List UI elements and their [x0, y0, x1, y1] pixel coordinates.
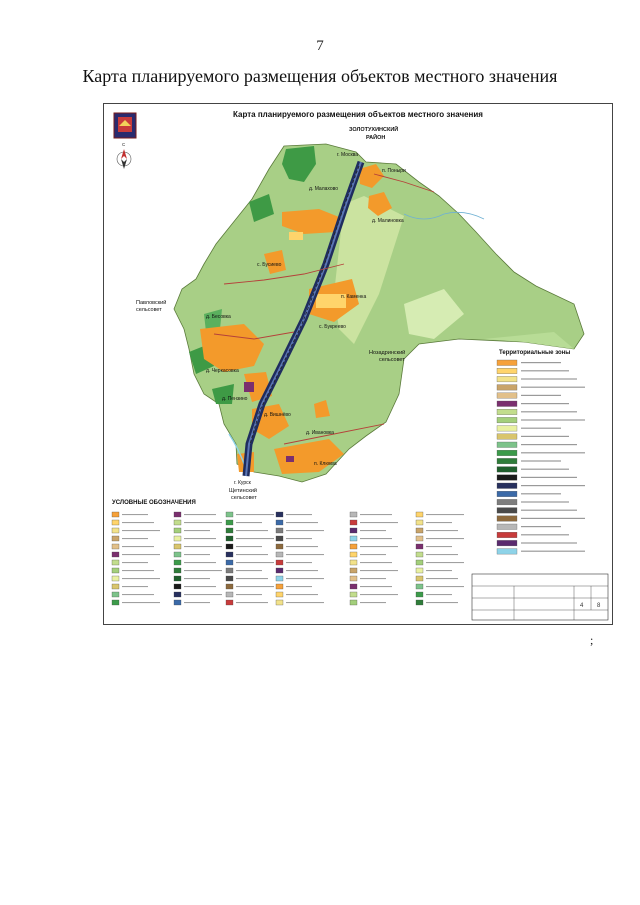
zone-legend-text-line	[521, 378, 577, 379]
legend-text-line	[426, 602, 458, 603]
zone-legend-text-line	[521, 518, 585, 519]
zone-legend-swatch	[497, 491, 517, 497]
legend-symbol	[112, 552, 119, 557]
legend-text-line	[286, 530, 324, 531]
legend-symbol	[226, 576, 233, 581]
legend-text-line	[286, 562, 312, 563]
zone-legend-swatch	[497, 540, 517, 546]
zone-legend-text-line	[521, 403, 569, 404]
sheet-number: 4	[580, 603, 584, 609]
neighbour-right-label: сельсовет	[379, 357, 405, 363]
legend-text-line	[426, 586, 464, 587]
neighbour-bottom-label: сельсовет	[231, 495, 257, 501]
legend-symbol	[112, 568, 119, 573]
zone-legend-swatch	[497, 376, 517, 382]
legend-text-line	[236, 602, 268, 603]
legend-symbol	[350, 520, 357, 525]
settlement-label: д. Пензино	[222, 396, 248, 402]
zone-legend-swatch	[497, 499, 517, 505]
zones-legend	[497, 360, 585, 554]
legend-symbol	[350, 600, 357, 605]
legend-symbol	[416, 528, 423, 533]
legend-text-line	[360, 514, 392, 515]
zone-legend-swatch	[497, 524, 517, 530]
legend-text-line	[426, 554, 458, 555]
legend-symbol	[112, 544, 119, 549]
zone-legend-swatch	[497, 458, 517, 464]
legend-text-line	[122, 530, 160, 531]
zone-legend-swatch	[497, 434, 517, 440]
zone-legend-text-line	[521, 444, 577, 445]
legend-text-line	[286, 602, 324, 603]
legend-symbol	[350, 552, 357, 557]
legend-text-line	[236, 562, 274, 563]
legend-symbol	[226, 528, 233, 533]
legend-symbol	[226, 536, 233, 541]
legend-text-line	[236, 554, 268, 555]
north-label: С	[122, 142, 126, 147]
legend-text-line	[426, 594, 452, 595]
legend-text-line	[426, 514, 464, 515]
legend-symbol	[276, 560, 283, 565]
settlement-label: п. Каменка	[341, 294, 367, 300]
legend-symbol	[174, 520, 181, 525]
legend-symbol	[350, 528, 357, 533]
zone-legend-text-line	[521, 501, 569, 502]
legend-text-line	[426, 570, 452, 571]
zone-legend-swatch	[497, 385, 517, 391]
legend-symbol	[350, 576, 357, 581]
legend-symbol	[112, 584, 119, 589]
legend-text-line	[360, 602, 386, 603]
legend-text-line	[184, 594, 222, 595]
legend-text-line	[236, 570, 262, 571]
legend-symbol	[174, 560, 181, 565]
zone-legend-text-line	[521, 477, 577, 478]
legend-symbol	[350, 568, 357, 573]
legend-symbol	[416, 520, 423, 525]
legend-text-line	[236, 546, 262, 547]
settlement-label: д. Ивановка	[306, 430, 334, 436]
legend-symbol	[112, 512, 119, 517]
zone-legend-text-line	[521, 452, 585, 453]
zone-legend-text-line	[521, 493, 561, 494]
legend-symbol	[416, 568, 423, 573]
zones-legend-heading: Территориальные зоны	[499, 350, 571, 356]
coat-of-arms-icon	[114, 113, 136, 138]
settlement-label: д. Малахово	[309, 186, 339, 192]
zone-legend-text-line	[521, 551, 585, 552]
zone-legend-text-line	[521, 411, 577, 412]
zone-legend-swatch	[497, 360, 517, 366]
legend-symbol	[112, 592, 119, 597]
legend-text-line	[122, 538, 148, 539]
settlement-label: д. Бесовка	[206, 314, 231, 320]
legend-symbol	[174, 512, 181, 517]
legend-symbol	[276, 600, 283, 605]
legend-text-line	[236, 586, 274, 587]
legend-text-line	[122, 514, 148, 515]
legend-symbol	[174, 576, 181, 581]
legend-text-line	[236, 538, 274, 539]
legend-symbol	[350, 512, 357, 517]
settlement-label: д. Вишнёво	[264, 412, 291, 418]
zone-legend-swatch	[497, 549, 517, 555]
legend-symbol	[226, 512, 233, 517]
legend-symbol	[226, 552, 233, 557]
legend-symbol	[350, 560, 357, 565]
legend-symbol	[276, 512, 283, 517]
settlement-label: д. Малиновка	[372, 218, 404, 224]
legend-symbol	[416, 552, 423, 557]
residential-zone	[289, 232, 303, 240]
legend-text-line	[184, 554, 210, 555]
legend-symbol	[416, 584, 423, 589]
zone-legend-swatch	[497, 401, 517, 407]
legend-text-line	[122, 586, 148, 587]
legend-symbol	[226, 560, 233, 565]
settlement-label: с. Бусиево	[257, 262, 282, 268]
zone-legend-text-line	[521, 485, 585, 486]
legend-symbol	[174, 544, 181, 549]
legend-symbol	[350, 592, 357, 597]
legend-symbol	[416, 536, 423, 541]
legend-symbol	[174, 568, 181, 573]
page-heading: Карта планируемого размещения объектов местного значения	[82, 66, 558, 86]
legend-symbol	[276, 544, 283, 549]
legend-symbol	[112, 520, 119, 525]
legend-symbol	[226, 600, 233, 605]
legend-text-line	[184, 530, 210, 531]
legend-symbol	[276, 536, 283, 541]
legend-symbol	[350, 584, 357, 589]
zone-legend-text-line	[521, 469, 569, 470]
north-arrow-icon	[117, 142, 131, 169]
legend-symbol	[112, 576, 119, 581]
legend-text-line	[286, 586, 312, 587]
zone-legend-text-line	[521, 419, 585, 420]
legend-text-line	[426, 546, 452, 547]
legend-text-line	[122, 602, 160, 603]
legend-text-line	[426, 522, 452, 523]
legend-symbol	[226, 568, 233, 573]
zone-legend-swatch	[497, 467, 517, 473]
neighbour-bottom-label: Щетинский	[229, 488, 257, 494]
legend-text-line	[236, 530, 268, 531]
zone-legend-swatch	[497, 393, 517, 399]
district-label: ЗОЛОТУХИНСКИЙ	[349, 127, 399, 133]
legend-symbol	[226, 544, 233, 549]
legend-text-line	[122, 562, 148, 563]
legend-text-line	[286, 554, 324, 555]
zone-legend-text-line	[521, 510, 577, 511]
legend-text-line	[122, 522, 154, 523]
legend-symbol	[416, 560, 423, 565]
map-canvas	[104, 104, 612, 624]
legend-symbol	[276, 584, 283, 589]
settlement-label: д. Черкасовка	[206, 368, 239, 374]
legend-symbol	[416, 512, 423, 517]
legend-symbol	[174, 584, 181, 589]
legend-text-line	[236, 514, 274, 515]
legend-symbol	[416, 592, 423, 597]
legend-symbol	[350, 536, 357, 541]
neighbour-left-label: сельсовет	[136, 307, 162, 313]
legend-text-line	[360, 586, 392, 587]
zone-legend-swatch	[497, 409, 517, 415]
bottom-legend	[112, 512, 464, 605]
settlement-label-moskva: г. Москва	[337, 152, 359, 158]
legend-text-line	[426, 578, 458, 579]
legend-text-line	[286, 570, 318, 571]
legend-text-line	[286, 578, 324, 579]
legend-text-line	[360, 546, 398, 547]
zone-legend-text-line	[521, 436, 569, 437]
legend-symbol	[174, 528, 181, 533]
legend-text-line	[360, 522, 398, 523]
zone-legend-swatch	[497, 426, 517, 432]
legend-text-line	[286, 594, 318, 595]
legend-symbol	[350, 544, 357, 549]
legend-text-line	[360, 570, 398, 571]
industrial-zone	[286, 456, 294, 462]
legend-text-line	[122, 594, 154, 595]
legend-text-line	[184, 578, 210, 579]
zone-legend-text-line	[521, 428, 561, 429]
legend-symbol	[416, 600, 423, 605]
legend-text-line	[286, 514, 312, 515]
legend-symbol	[276, 520, 283, 525]
zone-legend-text-line	[521, 534, 569, 535]
legend-symbol	[112, 536, 119, 541]
map-title: Карта планируемого размещения объектов местного значения	[233, 110, 483, 119]
zone-legend-swatch	[497, 532, 517, 538]
page-end-mark: ;	[590, 633, 594, 647]
legend-symbol	[276, 576, 283, 581]
page-number: 7	[316, 38, 324, 54]
legend-heading: УСЛОВНЫЕ ОБОЗНАЧЕНИЯ	[112, 500, 196, 506]
legend-symbol	[226, 584, 233, 589]
settlement-label-kursk: г. Курск	[234, 480, 251, 486]
legend-text-line	[236, 578, 268, 579]
legend-text-line	[360, 538, 392, 539]
legend-symbol	[174, 600, 181, 605]
legend-symbol	[226, 520, 233, 525]
zone-legend-swatch	[497, 417, 517, 423]
zone-legend-text-line	[521, 370, 569, 371]
legend-text-line	[236, 594, 262, 595]
settlement-label: п. Клюква	[314, 461, 337, 467]
settlement-label-ponyri: п. Поныри	[382, 168, 406, 174]
legend-symbol	[174, 552, 181, 557]
legend-text-line	[184, 538, 216, 539]
legend-text-line	[360, 562, 392, 563]
legend-text-line	[122, 546, 154, 547]
map-sheet	[103, 103, 613, 625]
zone-legend-swatch	[497, 508, 517, 513]
legend-symbol	[174, 592, 181, 597]
legend-symbol	[112, 560, 119, 565]
zone-legend-swatch	[497, 516, 517, 522]
zone-legend-swatch	[497, 442, 517, 448]
zone-legend-text-line	[521, 542, 577, 543]
zone-legend-swatch	[497, 483, 517, 489]
legend-text-line	[360, 578, 386, 579]
legend-text-line	[122, 570, 154, 571]
legend-text-line	[426, 530, 458, 531]
legend-text-line	[184, 522, 222, 523]
legend-symbol	[226, 592, 233, 597]
industrial-zone	[244, 382, 254, 392]
zone-legend-text-line	[521, 395, 561, 396]
legend-text-line	[360, 594, 398, 595]
legend-text-line	[184, 514, 216, 515]
legend-symbol	[416, 544, 423, 549]
legend-symbol	[276, 592, 283, 597]
legend-symbol	[174, 536, 181, 541]
legend-text-line	[286, 546, 318, 547]
legend-text-line	[236, 522, 262, 523]
legend-symbol	[276, 568, 283, 573]
legend-text-line	[286, 522, 318, 523]
neighbour-left-label: Павловский	[136, 300, 167, 306]
zone-legend-text-line	[521, 460, 561, 461]
legend-text-line	[122, 578, 160, 579]
legend-text-line	[184, 546, 222, 547]
legend-text-line	[426, 538, 464, 539]
zone-legend-text-line	[521, 387, 585, 388]
zone-legend-swatch	[497, 450, 517, 456]
legend-text-line	[184, 562, 216, 563]
zone-legend-text-line	[521, 362, 561, 363]
legend-text-line	[426, 562, 464, 563]
legend-symbol	[416, 576, 423, 581]
legend-text-line	[360, 554, 386, 555]
sheet-total: 8	[597, 603, 601, 609]
legend-text-line	[184, 586, 216, 587]
legend-text-line	[184, 570, 222, 571]
neighbour-right-label: Нозадринский	[369, 350, 406, 356]
district-label: РАЙОН	[366, 135, 386, 141]
legend-symbol	[112, 528, 119, 533]
legend-symbol	[112, 600, 119, 605]
zone-legend-swatch	[497, 475, 517, 481]
settlement-label: с. Букреево	[319, 324, 346, 330]
legend-symbol	[276, 552, 283, 557]
legend-symbol	[276, 528, 283, 533]
legend-text-line	[286, 538, 312, 539]
legend-text-line	[122, 554, 160, 555]
zone-legend-text-line	[521, 526, 561, 527]
zone-legend-swatch	[497, 368, 517, 374]
legend-text-line	[184, 602, 210, 603]
title-block	[472, 574, 608, 620]
legend-text-line	[360, 530, 386, 531]
